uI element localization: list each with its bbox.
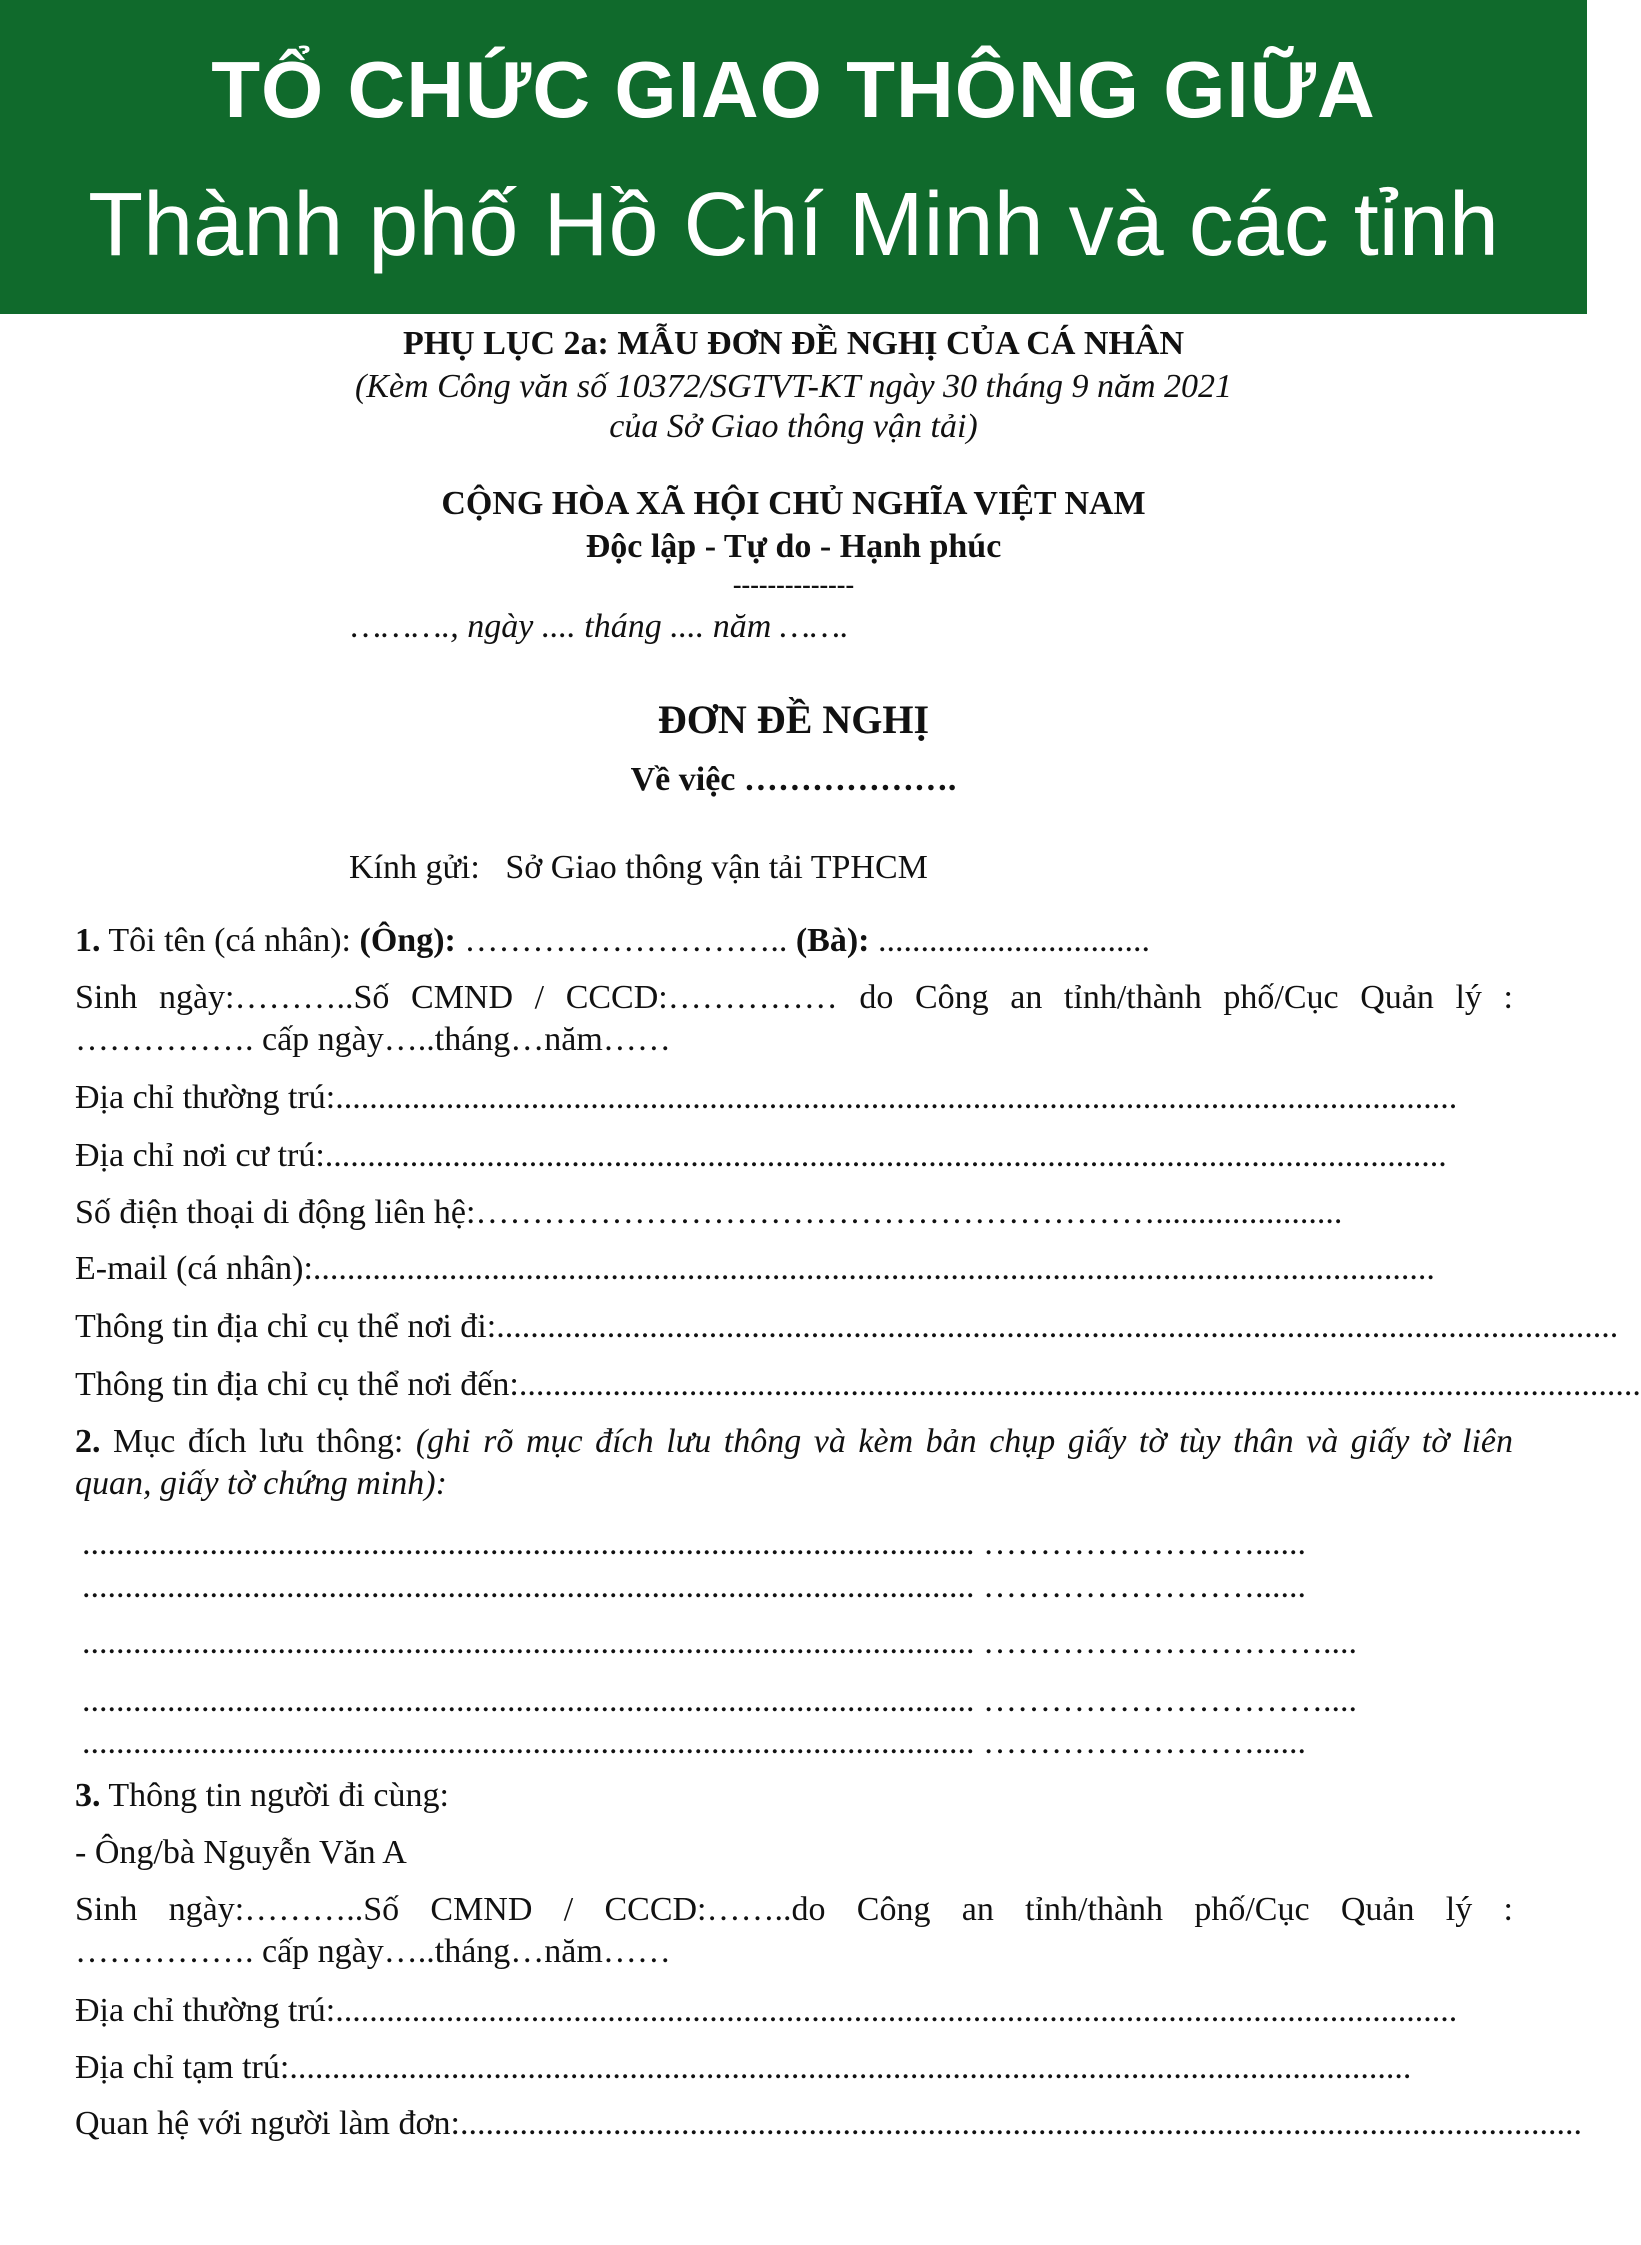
- field-dots: ....................................................................................................................................: [312, 1250, 1435, 1287]
- ong-field[interactable]: ………………………..: [464, 922, 796, 959]
- reference-line-1: (Kèm Công văn số 10372/SGTVT-KT ngày 30 tháng 9 năm 2021: [354, 368, 1233, 405]
- field-dots: ……………………………………………………......................: [475, 1194, 1343, 1231]
- field-label: Quan hệ với người làm đơn:: [75, 2105, 460, 2142]
- companion-heading: [75, 1776, 449, 1816]
- divider: --------------: [732, 570, 855, 599]
- name-label: Tôi tên (cá nhân):: [108, 922, 352, 959]
- title-banner: [0, 0, 1587, 314]
- companion-label: Thông tin người đi cùng:: [108, 1777, 449, 1814]
- field-label: Địa chỉ nơi cư trú:: [75, 1137, 325, 1174]
- banner-title-line1: TỔ CHỨC GIAO THÔNG GIỮA: [211, 45, 1376, 134]
- ba-field[interactable]: ................................: [869, 922, 1150, 959]
- recipient-value: Sở Giao thông vận tải TPHCM: [505, 849, 928, 886]
- field-dots: ....................................................................................................................................: [335, 1992, 1458, 2029]
- ba-label: (Bà):: [795, 922, 870, 959]
- field-email[interactable]: [75, 1249, 1435, 1289]
- section-1-number: 1.: [75, 922, 101, 959]
- id-issue-line: ……………. cấp ngày…..tháng…năm……: [75, 1021, 671, 1058]
- field-origin-address[interactable]: [75, 1307, 1619, 1347]
- recipient-label: Kính gửi:: [349, 849, 480, 886]
- date-line: ………., ngày .... tháng .... năm …….: [351, 608, 849, 645]
- field-label: Số điện thoại di động liên hệ:: [75, 1194, 476, 1231]
- purpose-note-2: quan, giấy tờ chứng minh):: [75, 1465, 447, 1502]
- field-residence-address[interactable]: [75, 1136, 1447, 1176]
- field-dots: ....................................................................................................................................: [324, 1137, 1447, 1174]
- banner-title-line2: Thành phố Hồ Chí Minh và các tỉnh: [88, 175, 1499, 275]
- recipient: [349, 848, 928, 888]
- appendix-title: PHỤ LỤC 2a: MẪU ĐƠN ĐỀ NGHỊ CỦA CÁ NHÂN: [402, 325, 1185, 362]
- field-label: Thông tin địa chỉ cụ thể nơi đến:: [75, 1366, 519, 1403]
- purpose-label: Mục đích lưu thông:: [113, 1423, 404, 1460]
- purpose-note: (ghi rõ mục đích lưu thông và kèm bản chụp giấy tờ tùy thân và giấy tờ liên: [415, 1423, 1513, 1460]
- field-phone[interactable]: [75, 1193, 1343, 1233]
- purpose-line: [75, 1422, 1513, 1462]
- section-3-number: 3.: [75, 1777, 101, 1814]
- national-motto: Độc lập - Tự do - Hạnh phúc: [585, 528, 1002, 565]
- purpose-field-line[interactable]: ......................................................................................................... …………………………....: [82, 1682, 1357, 1719]
- field-label: Địa chỉ thường trú:: [75, 1079, 336, 1116]
- purpose-field-line[interactable]: ......................................................................................................... …………………………....: [82, 1624, 1357, 1661]
- purpose-field-line[interactable]: ......................................................................................................... ……………………......: [82, 1568, 1306, 1605]
- companion-relationship[interactable]: [75, 2104, 1582, 2144]
- companion-name: - Ông/bà Nguyễn Văn A: [75, 1834, 407, 1871]
- companion-birth-id-line: Sinh ngày:………..Số CMND / CCCD:……..do Công an tỉnh/thành phố/Cục Quản lý :: [75, 1891, 1513, 1928]
- companion-id-issue-line: ……………. cấp ngày…..tháng…năm……: [75, 1933, 671, 1970]
- field-destination-address[interactable]: [75, 1365, 1641, 1405]
- reference-line-2: của Sở Giao thông vận tải): [609, 408, 978, 445]
- section-2-number: 2.: [75, 1423, 101, 1460]
- ong-label: (Ông):: [359, 922, 456, 959]
- field-dots: ....................................................................................................................................: [459, 2105, 1582, 2142]
- purpose-field-line[interactable]: ......................................................................................................... ……………………......: [82, 1724, 1306, 1761]
- form-title: ĐƠN ĐỀ NGHỊ: [657, 697, 930, 742]
- field-label: Địa chỉ thường trú:: [75, 1992, 336, 2029]
- field-dots: ....................................................................................................................................: [518, 1366, 1641, 1403]
- companion-permanent-address[interactable]: [75, 1991, 1458, 2031]
- field-dots: ....................................................................................................................................: [289, 2049, 1412, 2086]
- purpose-field-line[interactable]: ......................................................................................................... ……………………......: [82, 1525, 1306, 1562]
- field-dots: ....................................................................................................................................: [496, 1308, 1619, 1345]
- companion-temporary-address[interactable]: [75, 2048, 1412, 2088]
- name-line: [75, 921, 1150, 961]
- field-label: Thông tin địa chỉ cụ thể nơi đi:: [75, 1308, 497, 1345]
- field-label: Địa chỉ tạm trú:: [75, 2049, 290, 2086]
- field-label: E-mail (cá nhân):: [75, 1250, 313, 1287]
- field-dots: ....................................................................................................................................: [335, 1079, 1458, 1116]
- field-permanent-address[interactable]: [75, 1078, 1458, 1118]
- birth-id-line: Sinh ngày:………..Số CMND / CCCD:…………… do Công an tỉnh/thành phố/Cục Quản lý :: [75, 979, 1513, 1016]
- country-name: CỘNG HÒA XÃ HỘI CHỦ NGHĨA VIỆT NAM: [441, 485, 1146, 522]
- form-subject: Về việc ……………….: [630, 761, 957, 798]
